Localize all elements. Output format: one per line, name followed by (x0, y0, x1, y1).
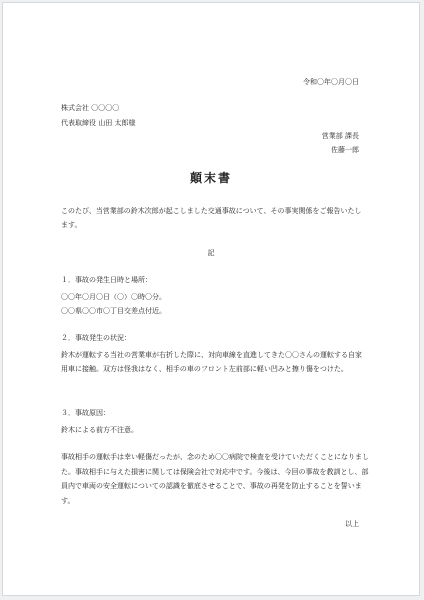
section-datetime-place (61, 275, 367, 318)
section-heading: １．事故の発生日時と場所： (61, 276, 152, 284)
ki-marker: 記 (207, 249, 215, 257)
document-page (2, 2, 420, 596)
sender-name: 佐藤一郎 (331, 146, 359, 154)
sender-department: 営業部 課長 (321, 132, 359, 140)
recipient-person: 代表取締役 山田 太郎様 (61, 119, 136, 127)
section-paragraph: 鈴木が運転する当社の営業車が右折した際に、対向車線を直進してきた〇〇さんの運転する自家用車に接触。双方は怪我はなく、相手の車のフロント左前部に軽い凹みと擦り傷をつけた。 (61, 351, 362, 373)
document-title: 顛末書 (189, 171, 232, 185)
document-date: 令和〇年〇月〇日 (303, 78, 359, 86)
section-cause (61, 408, 367, 437)
section-situation (61, 333, 367, 376)
section-heading: ２．事故発生の状況： (61, 334, 131, 342)
section-line: 〇〇年〇月〇日（〇）〇時〇分。 (61, 293, 166, 301)
closing-paragraph: 事故相手の運転手は幸い軽傷だったが、念のため〇〇病院で検査を受けていただくことになりました。事故相手に与えた損害に関しては保険会社で対応中です。今後は、今回の事故を教訓とし、部員内で車両の安全運転についての認識を徹底させることで、事故の再発を防止することを誓います。 (61, 453, 369, 505)
recipient-company: 株式会社 〇〇〇〇 (61, 104, 120, 112)
recipient-block (61, 103, 135, 133)
end-marker: 以上 (345, 520, 359, 528)
section-heading: ３．事故原因： (61, 409, 110, 417)
intro-paragraph: このたび、当営業部の鈴木次郎が起こしました交通事故について、その事実関係をご報告いたします。 (61, 207, 362, 229)
section-line: 〇〇県〇〇市〇丁目交差点付近。 (61, 307, 166, 315)
sender-block (322, 131, 359, 159)
section-line: 鈴木による前方不注意。 (61, 426, 138, 434)
